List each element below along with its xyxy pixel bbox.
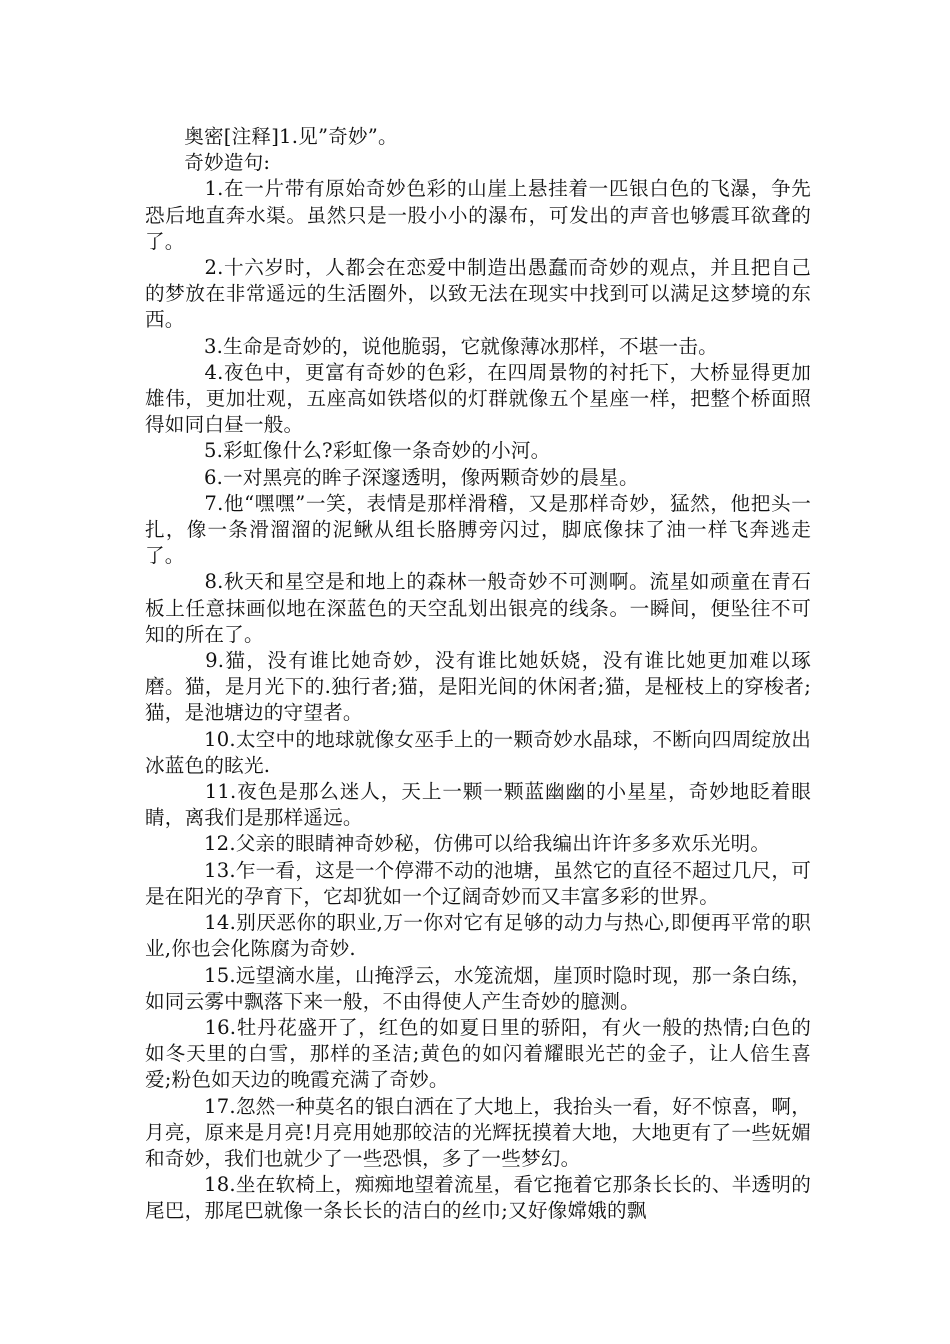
paragraph-item-14: 14.别厌恶你的职业,万一你对它有足够的动力与热心,即便再平常的职业,你也会化陈腐为奇妙. — [145, 911, 811, 961]
paragraph-annotation: 奥密[注释]1.见”奇妙”。 — [184, 125, 398, 148]
paragraph-item-9: 9.猫，没有谁比她奇妙，没有谁比她妖娆，没有谁比她更加难以琢磨。猫，是月光下的.独行者;猫，是阳光间的休闲者;猫，是桠枝上的穿梭者;猫，是池塘边的守望者。 — [145, 649, 811, 725]
paragraph-item-13: 13.乍一看，这是一个停滞不动的池塘，虽然它的直径不超过几尺，可是在阳光的孕育下，它却犹如一个辽阔奇妙而又丰富多彩的世界。 — [145, 858, 811, 908]
paragraph-item-5: 5.彩虹像什么?彩虹像一条奇妙的小河。 — [184, 439, 551, 463]
paragraph-item-1: 1.在一片带有原始奇妙色彩的山崖上悬挂着一匹银白色的飞瀑，争先恐后地直奔水渠。虽然只是一股小小的瀑布，可发出的声音也够震耳欲聋的了。 — [145, 177, 811, 253]
paragraph-item-8: 8.秋天和星空是和地上的森林一般奇妙不可测啊。流星如顽童在青石板上任意抹画似地在深蓝色的天空乱划出银亮的线条。一瞬间，便坠往不可知的所在了。 — [145, 570, 811, 646]
paragraph-item-10: 10.太空中的地球就像女巫手上的一颗奇妙水晶球，不断向四周绽放出冰蓝色的眩光. — [145, 727, 811, 777]
paragraph-item-16: 16.牡丹花盛开了，红色的如夏日里的骄阳，有火一般的热情;白色的如冬天里的白雪，那样的圣洁;黄色的如闪着耀眼光芒的金子，让人倍生喜爱;粉色如天边的晚霞充满了奇妙。 — [145, 1015, 811, 1092]
paragraph-item-12: 12.父亲的眼睛神奇妙秘，仿佛可以给我编出许许多多欢乐光明。 — [184, 832, 771, 856]
document-body — [145, 124, 811, 1225]
paragraph-item-15: 15.远望滴水崖，山掩浮云，水笼流烟，崖顶时隐时现，那一条白练，如同云雾中飘落下来一般，不由得使人产生奇妙的臆测。 — [145, 963, 811, 1013]
paragraph-item-3: 3.生命是奇妙的，说他脆弱，它就像薄冰那样，不堪一击。 — [184, 334, 718, 358]
paragraph-item-4: 4.夜色中，更富有奇妙的色彩，在四周景物的衬托下，大桥显得更加雄伟，更加壮观，五座高如铁塔似的灯群就像五个星座一样，把整个桥面照得如同白昼一般。 — [145, 360, 811, 437]
paragraph-item-18: 18.坐在软椅上，痴痴地望着流星，看它拖着它那条长长的、半透明的尾巴，那尾巴就像一条长长的洁白的丝巾;又好像嫦娥的飘 — [145, 1173, 811, 1223]
paragraph-item-17: 17.忽然一种莫名的银白洒在了大地上，我抬头一看，好不惊喜，啊，月亮，原来是月亮!月亮用她那皎洁的光辉抚摸着大地，大地更有了一些妩媚和奇妙，我们也就少了一些恐惧，多了一些梦幻。 — [145, 1094, 811, 1170]
paragraph-item-7: 7.他“嘿嘿”一笑，表情是那样滑稽，又是那样奇妙，猛然，他把头一扎，像一条滑溜溜的泥鳅从组长胳膊旁闪过，脚底像抹了油一样飞奔逃走了。 — [145, 491, 811, 568]
paragraph-item-6: 6.一对黑亮的眸子深邃透明，像两颗奇妙的晨星。 — [184, 465, 639, 489]
paragraph-item-2: 2.十六岁时，人都会在恋爱中制造出愚蠢而奇妙的观点，并且把自己的梦放在非常遥远的生活圈外，以致无法在现实中找到可以满足这梦境的东西。 — [145, 256, 811, 332]
paragraph-heading: 奇妙造句: — [184, 151, 271, 175]
paragraph-item-11: 11.夜色是那么迷人，天上一颗一颗蓝幽幽的小星星，奇妙地眨着眼睛，离我们是那样遥远。 — [145, 780, 811, 830]
